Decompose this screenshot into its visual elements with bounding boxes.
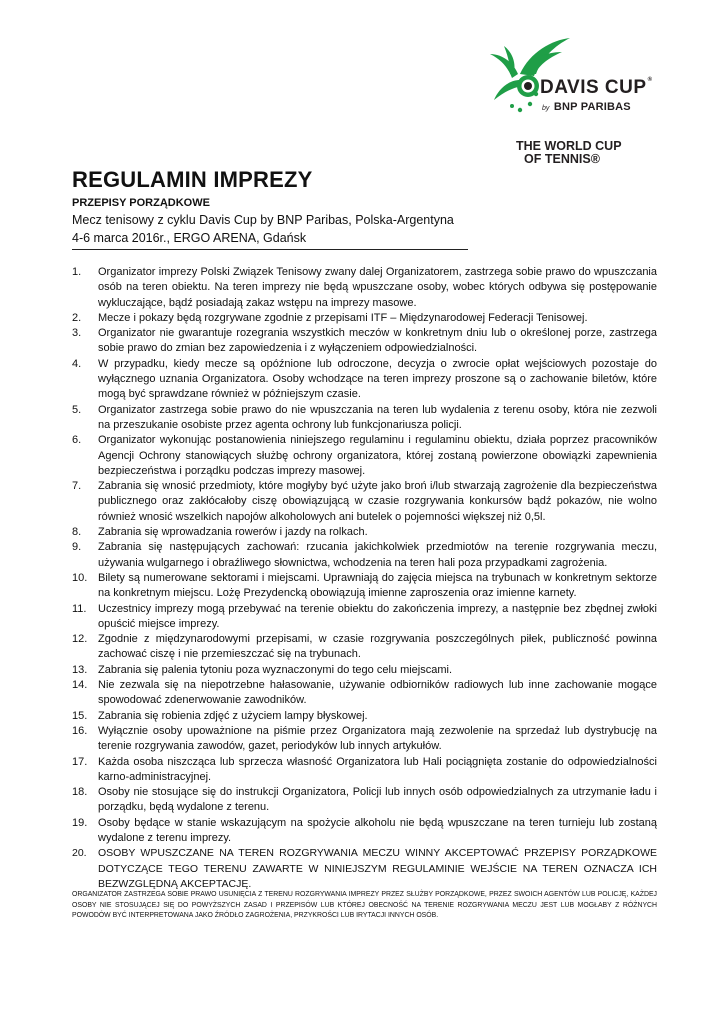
- list-item-text: Zabrania się palenia tytoniu poza wyznaczonymi do tego celu miejscami.: [98, 663, 453, 676]
- list-item: [72, 571, 657, 602]
- list-item-number: 5.: [72, 403, 82, 416]
- list-item-text: Organizator zastrzega sobie prawo do nie wpuszczania na teren lub wydalenia z terenu osoby, która nie zezwoli na przeszukanie osobiste przez agenta ochrony lub funkcjonariusza policji.: [98, 403, 657, 431]
- list-item-text: Organizator nie gwarantuje rozegrania wszystkich meczów w konkretnym dniu lub o określonej porze, zastrzega sobie prawo do zmian bez zapowiedzenia i z wyłączeniem odpowiedzialności.: [98, 327, 657, 355]
- page-title: REGULAMIN IMPREZY: [72, 167, 313, 192]
- list-item-text: W przypadku, kiedy mecze są opóźnione lub odroczone, decyzja o zwrocie opłat wejściowych pozostaje do wyłącznego uznania Organizatora. Osoby wchodzące na teren imprezy proszone są o zachowanie biletów, które mogą być sprawdzane również w późniejszym czasie.: [98, 357, 657, 401]
- list-item: [72, 816, 657, 847]
- list-item: [72, 724, 657, 755]
- list-item-number: 4.: [72, 357, 82, 370]
- page-subtitle: PRZEPISY PORZĄDKOWE: [72, 197, 210, 209]
- list-item-text: Osoby będące w stanie wskazującym na spożycie alkoholu nie będą wpuszczane na teren turnieju lub zostaną wydalone z terenu imprezy.: [98, 816, 657, 844]
- list-item-number: 8.: [72, 526, 82, 539]
- list-item: [72, 311, 657, 326]
- list-item: [72, 663, 657, 678]
- list-item-text: Zabrania się wprowadzania rowerów i jazdy na rolkach.: [98, 526, 368, 539]
- list-item-text: Zgodnie z międzynarodowymi przepisami, w czasie rozgrywania poszczególnych piłek, publiczność powinna zachować ciszę i nie przemieszczać się na trybunach.: [98, 633, 657, 661]
- list-item: [72, 403, 657, 434]
- list-item-text: Zabrania się wnosić przedmioty, które mogłyby być użyte jako broń i/lub stwarzają zagrożenie dla bezpieczeństwa publicznego oraz zakłócałoby ciszę obowiązującą w czasie rozgrywania konkursów bądź pokazów, nie wolno również wnosić wszelkich napojów alkoholowych ani butelek o pojemności większej niż 0,5l.: [98, 480, 657, 523]
- list-item-text: Uczestnicy imprezy mogą przebywać na terenie obiektu do zakończenia imprezy, a następnie bez zbędnej zwłoki opuścić miejsce imprezy.: [98, 602, 657, 630]
- list-item-number: 16.: [72, 724, 88, 737]
- list-item: [72, 479, 657, 525]
- list-item-number: 14.: [72, 679, 88, 692]
- logo-tagline: THE WORLD CUP OF TENNIS®: [516, 139, 622, 166]
- list-item: [72, 846, 657, 892]
- list-item-text: Osoby nie stosujące się do instrukcji Organizatora, Policji lub innych osób odpowiedzialnych za utrzymanie ładu i porządku, będą wydalone z terenu.: [98, 786, 657, 814]
- list-item-text: Zabrania się następujących zachowań: rzucania jakichkolwiek przedmiotów na terenie rozgrywania meczu, używania wulgarnego i obraźliwego słownictwa, wchodzenia na teren hali poza przypadkami zagrożenia.: [98, 541, 657, 569]
- list-item-number: 11.: [72, 602, 87, 615]
- list-item: [72, 265, 657, 311]
- list-item: [72, 755, 657, 786]
- list-item: [72, 540, 657, 571]
- list-item-text: Organizator imprezy Polski Związek Tenisowy zwany dalej Organizatorem, zastrzega sobie prawo do wpuszczania osób na teren obiektu. Na teren imprezy nie będą wpuszczane osoby, wobec których odbywa się postępowanie wykluczające, bądź posiadają zakaz wstępu na imprezy masowe.: [98, 266, 657, 309]
- list-item: [72, 709, 657, 724]
- list-item-number: 1.: [72, 266, 82, 278]
- list-item-text: Zabrania się robienia zdjęć z użyciem lampy błyskowej.: [98, 709, 368, 722]
- event-date-venue: 4-6 marca 2016r., ERGO ARENA, Gdańsk: [72, 231, 307, 245]
- list-item-number: 3.: [72, 327, 82, 340]
- list-item-number: 9.: [72, 541, 82, 554]
- list-item-number: 13.: [72, 663, 88, 676]
- list-item-text: Bilety są numerowane sektorami i miejscami. Uprawniają do zajęcia miejsca na trybunach w konkretnym sektorze na konkretnym miejscu. Lożę Prezydencką obowiązują imienne zaproszenia oraz imienne karnety.: [98, 571, 657, 600]
- list-item: [72, 433, 657, 479]
- list-item-number: 10.: [72, 571, 88, 584]
- list-item: [72, 785, 657, 816]
- list-item-text: OSOBY WPUSZCZANE NA TEREN ROZGRYWANIA MECZU WINNY AKCEPTOWAĆ PRZEPISY PORZĄDKOWE DOTYCZĄCE TEGO TERENU ZAWARTE W NINIEJSZYM REGULAMINIE WEJŚCIE NA TEREN OZNACZA ICH BEZWZGLĘDNĄ AKCEPTACJĘ.: [98, 847, 657, 890]
- list-item-number: 2.: [72, 311, 82, 324]
- list-item: [72, 602, 657, 633]
- list-item-number: 20.: [72, 847, 87, 860]
- logo-sponsor: by BNP PARIBAS: [542, 101, 631, 113]
- davis-cup-logo: [490, 34, 690, 166]
- list-item-text: Każda osoba niszcząca lub sprzecza własność Organizatora lub Hali pociągnięta zostanie do odpowiedzialności karno-administracyjnej.: [98, 755, 657, 783]
- list-item-text: Mecze i pokazy będą rozgrywane zgodnie z przepisami ITF – Międzynarodowej Federacji Tenisowej.: [98, 311, 588, 324]
- list-item-text: Organizator wykonując postanowienia niniejszego regulaminu i regulaminu obiektu, działa poprzez pracowników Agencji Ochrony stanowiących służbę ochrony organizatora, której zostaną powierzone obowiązki zapewnienia bezpieczeństwa i porządku podczas imprezy masowej.: [98, 434, 657, 477]
- list-item-number: 15.: [72, 709, 88, 722]
- list-item-number: 18.: [72, 786, 88, 799]
- logo-name: DAVIS CUP®: [540, 77, 653, 98]
- list-item-number: 17.: [72, 755, 88, 768]
- list-item-number: 19.: [72, 816, 88, 829]
- list-item: [72, 678, 657, 709]
- list-item-text: Nie zezwala się na niepotrzebne hałasowanie, używanie odbiorników radiowych lub inne zachowanie mogące spowodować zdenerwowanie zawodników.: [98, 679, 657, 707]
- list-item: [72, 326, 657, 357]
- footer-notice: ORGANIZATOR ZASTRZEGA SOBIE PRAWO USUNIĘCIA Z TERENU ROZGRYWANIA IMPREZY PRZEZ SŁUŻBY PORZĄDKOWE, PRZEZ SWOICH AGENTÓW LUB POLICJĘ, KAŻDEJ OSOBY NIE STOSUJĄCEJ SIĘ DO POWYŻSZYCH ZASAD I PRZEPISÓW LUB KTÓREJ OBECNOŚĆ NA TERENIE ROZGRYWANIA MECZU JEST LUB MOGŁABY Z RÓŻNYCH POWODÓW BYĆ INTERPRETOWANA JAKO ŹRÓDŁO ZAGROŻENIA, PRZYKROŚCI LUB IRYTACJI INNYCH OSÓB.: [72, 891, 657, 920]
- rules-list: [72, 265, 657, 892]
- list-item: [72, 632, 657, 663]
- header-divider: [72, 249, 468, 250]
- list-item: [72, 525, 657, 540]
- list-item-text: Wyłącznie osoby upoważnione na piśmie przez Organizatora mają zezwolenie na sprzedaż lub dystrybucję na terenie rozgrywania zawodów, gazet, periodyków lub innych artykułów.: [98, 724, 657, 753]
- list-item: [72, 357, 657, 403]
- match-description: Mecz tenisowy z cyklu Davis Cup by BNP Paribas, Polska-Argentyna: [72, 213, 454, 227]
- list-item-number: 6.: [72, 434, 82, 447]
- list-item-number: 12.: [72, 633, 88, 646]
- list-item-number: 7.: [72, 480, 82, 493]
